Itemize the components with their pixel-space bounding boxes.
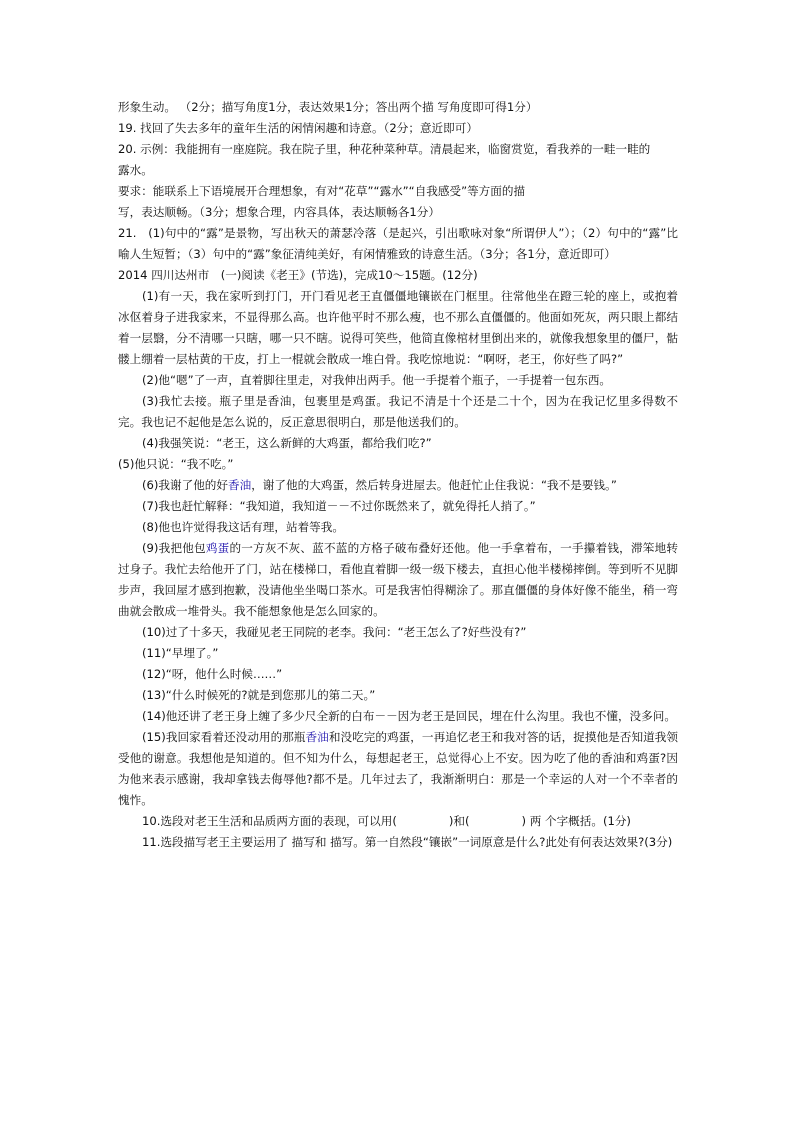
question-10 <box>118 811 678 832</box>
passage-paragraph-14: (14)他还讲了老王身上缠了多少尺全新的白布－－因为老王是回民，埋在什么沟里。我也不懂，没多问。 <box>142 709 676 723</box>
answer-21: 21. (1)句中的“露”是景物，写出秋天的萧瑟冷落（是起兴，引出歌咏对象“所谓伊人”）；（2）句中的“露”比喻人生短暂；（3）句中的“露”象征清纯美好，有闲情雅致的诗意生活。（3分；各1分，意近即可） <box>118 226 678 261</box>
passage-paragraph-3: (3)我忙去接。瓶子里是香油，包裹里是鸡蛋。我记不清是十个还是二十个，因为在我记忆里多得数不完。我也记不起他是怎么说的，反正意思很明白，那是他送我们的。 <box>118 394 678 429</box>
question-10-text-c: ) 两 个字概括。(1分) <box>521 814 631 828</box>
passage-paragraph-13: (13)“什么时候死的?就是到您那儿的第二天。” <box>142 688 376 702</box>
paragraph-9-text-a: (9)我把他包 <box>142 541 206 555</box>
paragraph-6-text-a: (6)我谢了他的好 <box>142 478 228 492</box>
passage-paragraph-11: (11)“早埋了。” <box>142 646 219 660</box>
passage-paragraph-6 <box>118 475 678 496</box>
passage-paragraph-15 <box>118 727 678 811</box>
paragraph-15-text-a: (15)我回家看着还没动用的那瓶 <box>142 730 306 744</box>
passage-paragraph-9 <box>118 538 678 622</box>
passage-paragraph-2: (2)他“嗯”了一声，直着脚往里走，对我伸出两手。他一手提着个瓶子，一手提着一包东西。 <box>142 373 612 387</box>
egg-link[interactable]: 鸡蛋 <box>205 541 230 555</box>
question-10-text-b: )和( <box>448 814 470 828</box>
passage-paragraph-12: (12)“呀，他什么时候……” <box>142 667 283 681</box>
question-10-text-a: 10.选段对老王生活和品质两方面的表现，可以用( <box>142 814 397 828</box>
passage-paragraph-4: (4)我强笑说：“老王，这么新鲜的大鸡蛋，都给我们吃?” <box>142 436 432 450</box>
paragraph-6-text-b: ，谢了他的大鸡蛋，然后转身进屋去。他赶忙止住我说：“我不是要钱。” <box>251 478 617 492</box>
answer-20-requirement-line2: 写，表达顺畅。（3分；想象合理，内容具体，表达顺畅各1分） <box>118 205 440 219</box>
sesame-oil-link-2[interactable]: 香油 <box>305 730 329 744</box>
document-page <box>118 97 678 853</box>
answer-20-requirement-line1: 要求：能联系上下语境展开合理想象，有对“花草”“露水”“自我感受”等方面的描 <box>118 184 526 198</box>
passage-paragraph-7: (7)我也赶忙解释：“我知道，我知道－－不过你既然来了，就免得托人捎了。” <box>142 499 536 513</box>
paragraph-15-text-b: 和没吃完的鸡蛋，一再追忆老王和我对答的话，捉摸他是否知道我领受他的谢意。我想他是知道的。但不知为什么，每想起老王，总觉得心上不安。因为吃了他的香油和鸡蛋?因为他来表示感谢，我却拿钱去侮辱他?都不是。几年过去了，我渐渐明白：那是一个幸运的人对一个不幸者的愧怍。 <box>118 730 678 807</box>
passage-paragraph-10: (10)过了十多天，我碰见老王同院的老李。我问：“老王怎么了?好些没有?” <box>142 625 527 639</box>
passage-paragraph-5: (5)他只说：“我不吃。” <box>118 457 234 471</box>
paragraph-9-text-b: 的一方灰不灰、蓝不蓝的方格子破布叠好还他。他一手拿着布，一手攥着钱，滞笨地转过身子。我忙去给他开了门，站在楼梯口，看他直着脚一级一级下楼去，直担心他半楼梯摔倒。等到听不见脚步声，我回屋才感到抱歉，没请他坐坐喝口茶水。可是我害怕得糊涂了。那直僵僵的身体好像不能坐，稍一弯曲就会散成一堆骨头。我不能想象他是怎么回家的。 <box>118 541 678 618</box>
answer-19: 19. 找回了失去多年的童年生活的闲情闲趣和诗意。（2分；意近即可） <box>118 121 478 135</box>
question-11: 11.选段描写老王主要运用了 描写和 描写。第一自然段“镶嵌”一词原意是什么?此处有何表达效果?(3分) <box>142 835 673 849</box>
answer-20-line2: 露水。 <box>118 163 153 177</box>
answer-20-line1: 20. 示例：我能拥有一座庭院。我在院子里，种花种菜种草。清晨起来，临窗赏览，看我养的一畦一畦的 <box>118 142 651 156</box>
passage-paragraph-1: (1)有一天，我在家听到打门，开门看见老王直僵僵地镶嵌在门框里。往常他坐在蹬三轮的座上，或抱着冰伛着身子进我家来，不显得那么高。也许他平时不那么瘦，也不那么直僵僵的。他面如死灰，两只眼上都结着一层翳，分不清哪一只瞎，哪一只不瞎。说得可笑些，他简直像棺材里倒出来的，就像我想象里的僵尸，骷髅上绷着一层枯黄的干皮，打上一棍就会散成一堆白骨。我吃惊地说：“啊呀，老王，你好些了吗?” <box>118 289 678 366</box>
section-heading: 2014 四川达州市 (一)阅读《老王》(节选)，完成10～15题。(12分) <box>118 268 478 282</box>
answer-18-tail: 形象生动。 （2分；描写角度1分，表达效果1分；答出两个描 写角度即可得1分） <box>118 100 538 114</box>
passage-paragraph-8: (8)他也许觉得我这话有理，站着等我。 <box>142 520 344 534</box>
sesame-oil-link[interactable]: 香油 <box>228 478 252 492</box>
